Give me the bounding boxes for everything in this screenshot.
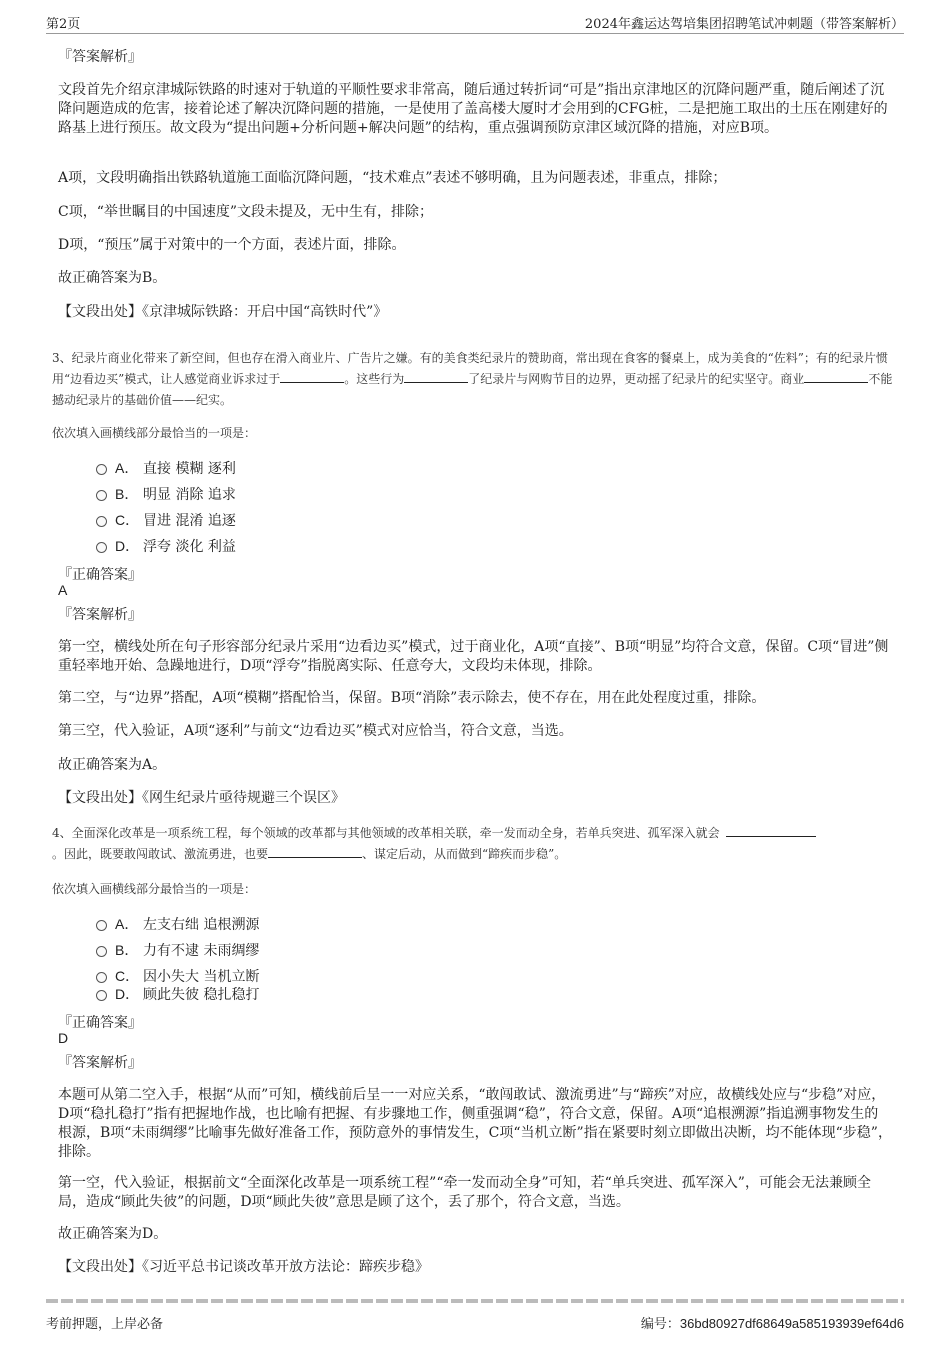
document-title: 2024年鑫运达驾培集团招聘笔试冲刺题（带答案解析） <box>584 17 904 32</box>
q4-correct-label: 『正确答案』 <box>58 1015 142 1031</box>
q3-blank-1 <box>280 370 344 383</box>
q4-instruction: 依次填入画横线部分最恰当的一项是： <box>52 882 257 896</box>
q4-option-d[interactable]: D． 顾此失彼 稳扎稳打 <box>96 984 259 1002</box>
q2-analysis-label: 『答案解析』 <box>58 49 142 65</box>
q3-option-b[interactable]: B． 明显 消除 追求 <box>96 484 236 502</box>
radio-icon[interactable] <box>96 990 107 1001</box>
radio-icon[interactable] <box>96 490 107 501</box>
q3-option-d[interactable]: D． 浮夸 淡化 利益 <box>96 536 236 554</box>
q2-source: 【文段出处】《京津城际铁路：开启中国“高铁时代”》 <box>58 304 388 320</box>
q3-option-a[interactable]: A． 直接 模糊 逐利 <box>96 458 236 476</box>
q4-source: 【文段出处】《习近平总书记谈改革开放方法论：蹄疾步稳》 <box>58 1259 429 1275</box>
q2-answer-line: 故正确答案为B。 <box>58 270 167 286</box>
q3-analysis-label: 『答案解析』 <box>58 607 142 623</box>
q3-blank-2 <box>404 370 468 383</box>
q3-source: 【文段出处】《网生纪录片亟待规避三个误区》 <box>58 790 345 806</box>
q3-instruction: 依次填入画横线部分最恰当的一项是： <box>52 426 257 440</box>
q3-analysis-p2: 第二空，与“边界”搭配，A项“模糊”搭配恰当，保留。B项“消除”表示除去，使不存在，用在此处程度过重，排除。 <box>58 690 766 706</box>
radio-icon[interactable] <box>96 464 107 475</box>
q4-option-b[interactable]: B． 力有不逮 未雨绸缪 <box>96 940 259 958</box>
q3-correct-label: 『正确答案』 <box>58 567 142 583</box>
q3-answer-line: 故正确答案为A。 <box>58 757 167 773</box>
q3-analysis-p3: 第三空，代入验证，A项“逐利”与前文“边看边买”模式对应恰当，符合文意，当选。 <box>58 723 573 739</box>
q3-option-c[interactable]: C． 冒进 混淆 追逐 <box>96 510 236 528</box>
q3-blank-3 <box>804 370 868 383</box>
footer-slogan: 考前押题，上岸必备 <box>46 1317 164 1332</box>
q4-analysis-p2: 第一空，代入验证，根据前文“全面深化改革是一项系统工程”“牵一发而动全身”可知，若“单兵突进、孤军深入”，可能会无法兼顾全局，造成“顾此失彼”的问题，D项“顾此失彼”意思是顾了这个，丢了那个，符合文意，当选。 <box>58 1175 871 1210</box>
radio-icon[interactable] <box>96 516 107 527</box>
radio-icon[interactable] <box>96 972 107 983</box>
document-id: 编号：36bd80927df68649a585193939ef64d6 <box>640 1316 904 1332</box>
q2-analysis-p1: 文段首先介绍京津城际铁路的时速对于轨道的平顺性要求非常高，随后通过转折词“可是”指出京津地区的沉降问题严重，随后阐述了沉降问题造成的危害，接着论述了解决沉降问题的措施，一是使用了盖高楼大厦时才会用到的CFG桩，二是把施工取出的土压在刚建好的路基上进行预压。故文段为“提出问题+分析问题+解决问题”的结构，重点强调预防京津区域沉降的措施，对应B项。 <box>58 82 888 136</box>
radio-icon[interactable] <box>96 946 107 957</box>
q4-analysis-label: 『答案解析』 <box>58 1055 142 1071</box>
radio-icon[interactable] <box>96 920 107 931</box>
q4-option-a[interactable]: A． 左支右绌 追根溯源 <box>96 914 259 932</box>
q3-stem: 3、纪录片商业化带来了新空间，但也存在滑入商业片、广告片之嫌。有的美食类纪录片的赞助商，常出现在食客的餐桌上，成为美食的“佐料”；有的纪录片惯用“边看边买”模式，让人感觉商业诉求过于 。这些行为 了纪录片与网购节目的边界，更动摇了纪录片的纪实坚守。商业 不能撼动纪录片的基础价值——纪实。 <box>52 351 893 407</box>
q4-stem: 4、全面深化改革是一项系统工程，每个领域的改革都与其他领域的改革相关联，牵一发而动全身，若单兵突进、孤军深入就会 。因此，既要敢闯敢试、激流勇进，也要 、谋定后动，从而做到“蹄疾而步稳”。 <box>52 823 896 865</box>
page-number: 第2页 <box>46 17 81 32</box>
q4-analysis-p1: 本题可从第二空入手，根据“从而”可知，横线前后呈一一对应关系，“敢闯敢试、激流勇进”与“蹄疾”对应，故横线处应与“步稳”对应，D项“稳扎稳打”指有把握地作战，也比喻有把握、有步骤地工作，侧重强调“稳”，符合文意，保留。A项“追根溯源”指追溯事物发生的根源，B项“未雨绸缪”比喻事先做好准备工作，预防意外的事情发生，C项“当机立断”指在紧要时刻立即做出决断，均不能体现“步稳”，排除。 <box>58 1087 892 1160</box>
q4-option-c[interactable]: C． 因小失大 当机立断 <box>96 966 259 984</box>
q2-analysis-p4: D项，“预压”属于对策中的一个方面，表述片面，排除。 <box>58 237 406 253</box>
q3-correct-answer: A <box>58 582 68 598</box>
q3-analysis-p1: 第一空，横线处所在句子形容部分纪录片采用“边看边买”模式，过于商业化，A项“直接”、B项“明显”均符合文意，保留。C项“冒进”侧重轻率地开始、急躁地进行，D项“浮夸”指脱离实际、任意夸大，文段均未体现，排除。 <box>58 639 889 674</box>
q4-answer-line: 故正确答案为D。 <box>58 1226 168 1242</box>
page-header <box>46 13 904 34</box>
q2-analysis-p3: C项，“举世瞩目的中国速度”文段未提及，无中生有，排除； <box>58 204 434 220</box>
q2-analysis-p2: A项，文段明确指出铁路轨道施工面临沉降问题，“技术难点”表述不够明确，且为问题表述，非重点，排除； <box>58 170 727 186</box>
q4-blank-2 <box>268 845 362 858</box>
next-question-cut-off <box>46 1293 904 1303</box>
q4-blank-1 <box>726 824 816 837</box>
radio-icon[interactable] <box>96 542 107 553</box>
q4-correct-answer: D <box>58 1030 69 1046</box>
